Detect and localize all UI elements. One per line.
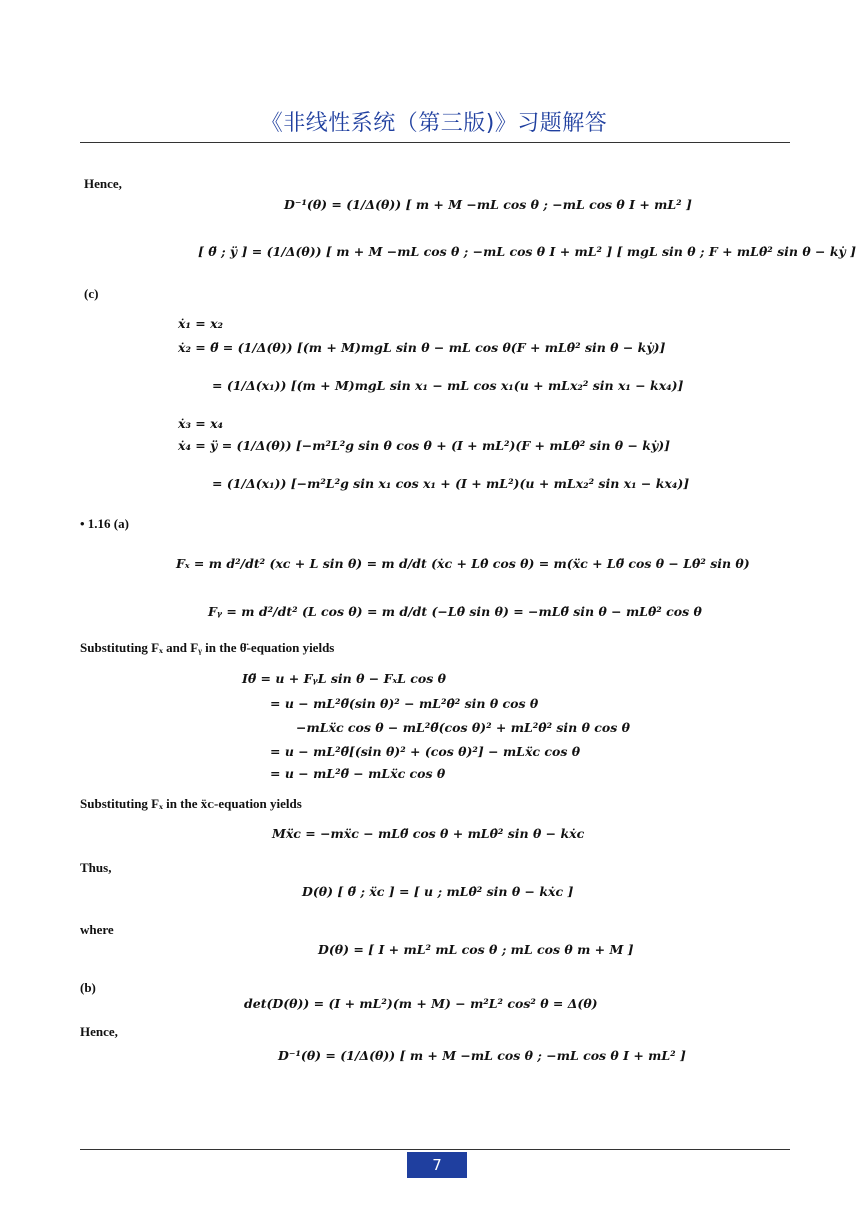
part-b-label: (b) <box>80 980 96 995</box>
theta-y-equation: [ θ̈ ; ÿ ] = (1/Δ(θ)) [ m + M −mL cos θ ; −mL cos θ I + mL² ] [ mgL sin θ ; F + mLθ̇² sin θ − kẏ ] <box>198 244 857 259</box>
x3dot-equation: ẋ₃ = x₄ <box>178 416 224 431</box>
inertia-equation-2: = u − mL²θ̈(sin θ)² − mL²θ̇² sin θ cos θ <box>270 696 539 711</box>
part-c-label: (c) <box>84 286 99 301</box>
inverse-matrix-equation-2: D⁻¹(θ) = (1/Δ(θ)) [ m + M −mL cos θ ; −mL cos θ I + mL² ] <box>278 1048 686 1063</box>
fy-equation: Fᵧ = m d²/dt² (L cos θ) = m d/dt (−Lθ̇ sin θ) = −mLθ̈ sin θ − mLθ̇² cos θ <box>208 604 702 619</box>
inertia-equation-1: Iθ̈ = u + FᵧL sin θ − FₓL cos θ <box>242 671 446 686</box>
header-rule <box>80 142 790 143</box>
cart-equation: Mẍᴄ = −mẍᴄ − mLθ̈ cos θ + mLθ̇² sin θ − kẋᴄ <box>272 826 585 841</box>
substituting-text-1: Substituting Fₓ and Fᵧ in the θ̈-equation yields <box>80 640 335 655</box>
inertia-equation-5: = u − mL²θ̈ − mLẍᴄ cos θ <box>270 766 446 781</box>
footer-rule <box>80 1149 790 1150</box>
x2dot-state-equation: = (1/Δ(x₁)) [(m + M)mgL sin x₁ − mL cos x₁(u + mLx₂² sin x₁ − kx₄)] <box>212 378 684 393</box>
x1dot-equation: ẋ₁ = x₂ <box>178 316 224 331</box>
fx-equation: Fₓ = m d²/dt² (xᴄ + L sin θ) = m d/dt (ẋᴄ + Lθ̇ cos θ) = m(ẍᴄ + Lθ̈ cos θ − Lθ̇² sin θ) <box>176 556 750 571</box>
x2dot-equation: ẋ₂ = θ̈ = (1/Δ(θ)) [(m + M)mgL sin θ − mL cos θ(F + mLθ̇² sin θ − kẏ)] <box>178 340 666 355</box>
where-label: where <box>80 922 114 937</box>
determinant-equation: det(D(θ)) = (I + mL²)(m + M) − m²L² cos² θ = Δ(θ) <box>244 996 598 1011</box>
x4dot-equation: ẋ₄ = ÿ = (1/Δ(θ)) [−m²L²g sin θ cos θ + (I + mL²)(F + mLθ̇² sin θ − kẏ)] <box>178 438 671 453</box>
d-definition: D(θ) = [ I + mL² mL cos θ ; mL cos θ m + M ] <box>318 942 634 957</box>
substituting-text-2: Substituting Fₓ in the ẍᴄ-equation yields <box>80 796 302 811</box>
problem-label: • 1.16 (a) <box>80 516 129 531</box>
hence-label: Hence, <box>84 176 122 191</box>
inverse-matrix-equation: D⁻¹(θ) = (1/Δ(θ)) [ m + M −mL cos θ ; −mL cos θ I + mL² ] <box>284 197 692 212</box>
inertia-equation-3: −mLẍᴄ cos θ − mL²θ̈(cos θ)² + mL²θ̇² sin θ cos θ <box>296 720 630 735</box>
page-title: 《非线性系统（第三版)》习题解答 <box>260 111 608 136</box>
inertia-equation-4: = u − mL²θ̈[(sin θ)² + (cos θ)²] − mLẍᴄ cos θ <box>270 744 581 759</box>
thus-label: Thus, <box>80 860 112 875</box>
x4dot-state-equation: = (1/Δ(x₁)) [−m²L²g sin x₁ cos x₁ + (I + mL²)(u + mLx₂² sin x₁ − kx₄)] <box>212 476 690 491</box>
d-matrix-equation: D(θ) [ θ̈ ; ẍᴄ ] = [ u ; mLθ̇² sin θ − kẋᴄ ] <box>302 884 574 899</box>
page-number: 7 <box>407 1152 467 1178</box>
hence-label-2: Hence, <box>80 1024 118 1039</box>
